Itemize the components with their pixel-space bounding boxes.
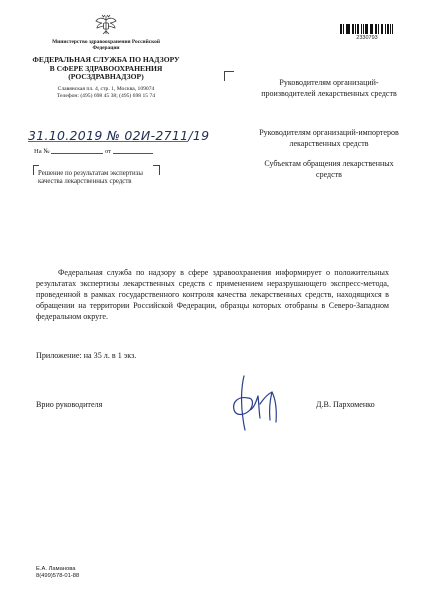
barcode-bar	[361, 24, 362, 34]
barcode-bar	[371, 24, 372, 34]
registration-handwritten: 31.10.2019 № 02И-2711/19	[28, 128, 210, 143]
ref-number-blank	[51, 153, 103, 154]
subject-bracket-left	[33, 165, 34, 175]
barcode-bar	[372, 24, 373, 34]
addressee-producers: Руководителям организаций-производителей лекарственных средств	[261, 78, 397, 98]
signer-position: Врио руководителя	[36, 400, 103, 409]
executor-phone: 8(499)578-01-88	[36, 573, 80, 580]
agency-address-block	[34, 86, 178, 101]
barcode-bar	[365, 24, 366, 34]
barcode	[340, 24, 394, 34]
barcode-bar	[355, 24, 356, 34]
subject-bracket-left-top	[33, 165, 39, 166]
barcode-bar	[347, 24, 348, 34]
registration-line	[28, 141, 188, 142]
addressee-bracket-horizontal	[224, 71, 234, 72]
letter-body: Федеральная служба по надзору в сфере здравоохранения информирует о положительных результатах экспертизы лекарственных средств с применением неразрушающего экспресс-метода, проведенной в рамках государственного контроля качества лекарственных средств, находящихся в обращении на территории Российской Федерации, образцы которых отобраны в Северо-Западном федеральном округе.	[36, 268, 389, 321]
barcode-bar	[382, 24, 384, 34]
barcode-bar	[341, 24, 342, 34]
barcode-bar	[388, 24, 389, 34]
agency-name: ФЕДЕРАЛЬНАЯ СЛУЖБА ПО НАДЗОРУ В СФЕРЕ ЗДРАВООХРАНЕНИЯ (РОСЗДРАВНАДЗОР)	[32, 55, 180, 82]
addressee-importers: Руководителям организаций-импортеров лекарственных средств	[259, 128, 399, 148]
signer-name: Д.В. Пархоменко	[316, 400, 375, 409]
executor-block	[36, 566, 79, 581]
barcode-bar	[348, 24, 350, 34]
barcode-bar	[358, 24, 359, 34]
handwritten-signature	[226, 370, 286, 432]
agency-phone: Телефон: (495) 698 45 38; (495) 698 15 74	[56, 93, 156, 100]
barcode-bar	[385, 24, 386, 34]
coat-of-arms-emblem	[93, 12, 119, 38]
subject-bracket-right	[159, 165, 160, 175]
ref-date-blank	[113, 153, 153, 154]
agency-address: Славянская пл. 4, стр. 1, Москва, 109074	[57, 86, 155, 92]
barcode-number: 2330793	[356, 35, 378, 41]
ref-prefix: На №	[34, 148, 50, 155]
barcode-bar	[390, 24, 391, 34]
barcode-bar	[376, 24, 377, 34]
barcode-bar	[378, 24, 379, 34]
executor-name: Е.А. Ламанова	[36, 566, 76, 572]
barcode-bar	[353, 24, 354, 34]
attachment-note: Приложение: на 35 л. в 1 экз.	[36, 351, 137, 360]
reference-line	[34, 148, 153, 155]
addressee-bracket-vertical	[224, 71, 225, 81]
addressee-subjects: Субъектам обращения лекарственных средств	[264, 159, 394, 179]
barcode-bar	[392, 24, 393, 34]
ministry-name: Министерство здравоохранения Российской Федерации	[52, 39, 160, 52]
subject-text: Решение по результатам экспертизы качества лекарственных средств	[38, 170, 143, 186]
ref-from: от	[104, 148, 112, 155]
barcode-bar	[343, 24, 344, 34]
barcode-bar	[366, 24, 368, 34]
